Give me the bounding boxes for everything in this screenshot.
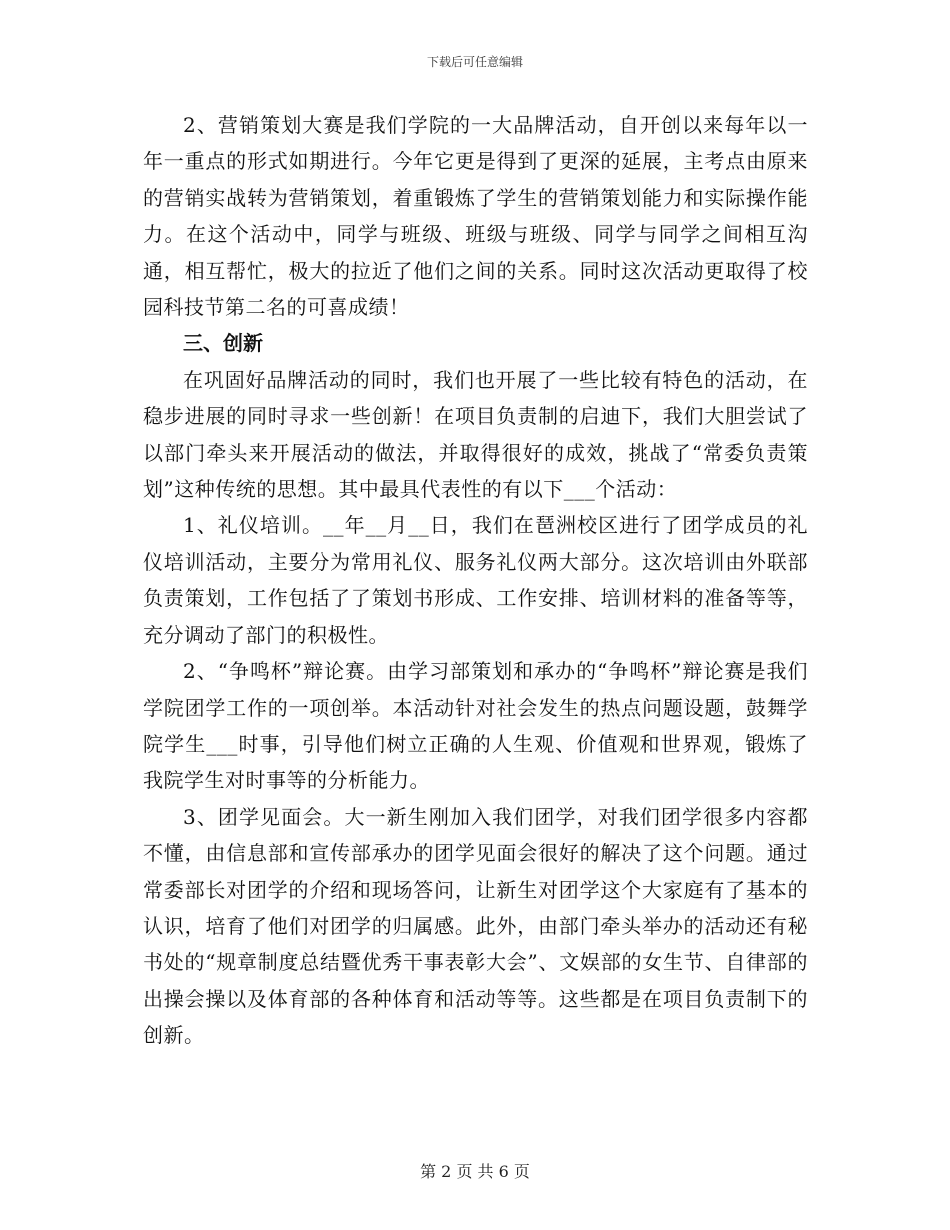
- page-number: 第 2 页 共 6 页: [420, 1162, 530, 1181]
- paragraph-innovation-intro: 在巩固好品牌活动的同时，我们也开展了一些比较有特色的活动，在稳步进展的同时寻求一些创新！在项目负责制的启迪下，我们大胆尝试了以部门牵头来开展活动的做法，并取得很好的成效，挑战了“常委负责策划”这种传统的思想。其中最具代表性的有以下___个活动：: [143, 367, 808, 502]
- document-body: [143, 107, 808, 1054]
- paragraph-marketing-contest: 2、营销策划大赛是我们学院的一大品牌活动，自开创以来每年以一年一重点的形式如期进行。今年它更是得到了更深的延展，主考点由原来的营销实战转为营销策划，着重锻炼了学生的营销策划能力和实际操作能力。在这个活动中，同学与班级、班级与班级、同学与同学之间相互沟通，相互帮忙，极大的拉近了他们之间的关系。同时这次活动更取得了校园科技节第二名的可喜成绩！: [143, 113, 808, 320]
- section-heading-innovation: 三、创新: [183, 331, 263, 356]
- header-note: 下载后可任意编辑: [426, 55, 523, 69]
- paragraph-etiquette-training: 1、礼仪培训。__年__月__日，我们在琶洲校区进行了团学成员的礼仪培训活动，主要分为常用礼仪、服务礼仪两大部分。这次培训由外联部负责策划，工作包括了了策划书形成、工作安排、培训材料的准备等等，充分调动了部门的积极性。: [143, 513, 808, 647]
- paragraph-debate-contest: 2、“争鸣杯”辩论赛。由学习部策划和承办的“争鸣杯”辩论赛是我们学院团学工作的一项创举。本活动针对社会发生的热点问题设题，鼓舞学院学生___时事，引导他们树立正确的人生观、价值观和世界观，锻炼了我院学生对时事等的分析能力。: [143, 659, 808, 793]
- paragraph-welcome-meeting: 3、团学见面会。大一新生刚加入我们团学，对我们团学很多内容都不懂，由信息部和宣传部承办的团学见面会很好的解决了这个问题。通过常委部长对团学的介绍和现场答问，让新生对团学这个大家庭有了基本的认识，培育了他们对团学的归属感。此外，由部门牵头举办的活动还有秘书处的“规章制度总结暨优秀干事表彰大会”、文娱部的女生节、自律部的出操会操以及体育部的各种体育和活动等等。这些都是在项目负责制下的创新。: [143, 804, 808, 1048]
